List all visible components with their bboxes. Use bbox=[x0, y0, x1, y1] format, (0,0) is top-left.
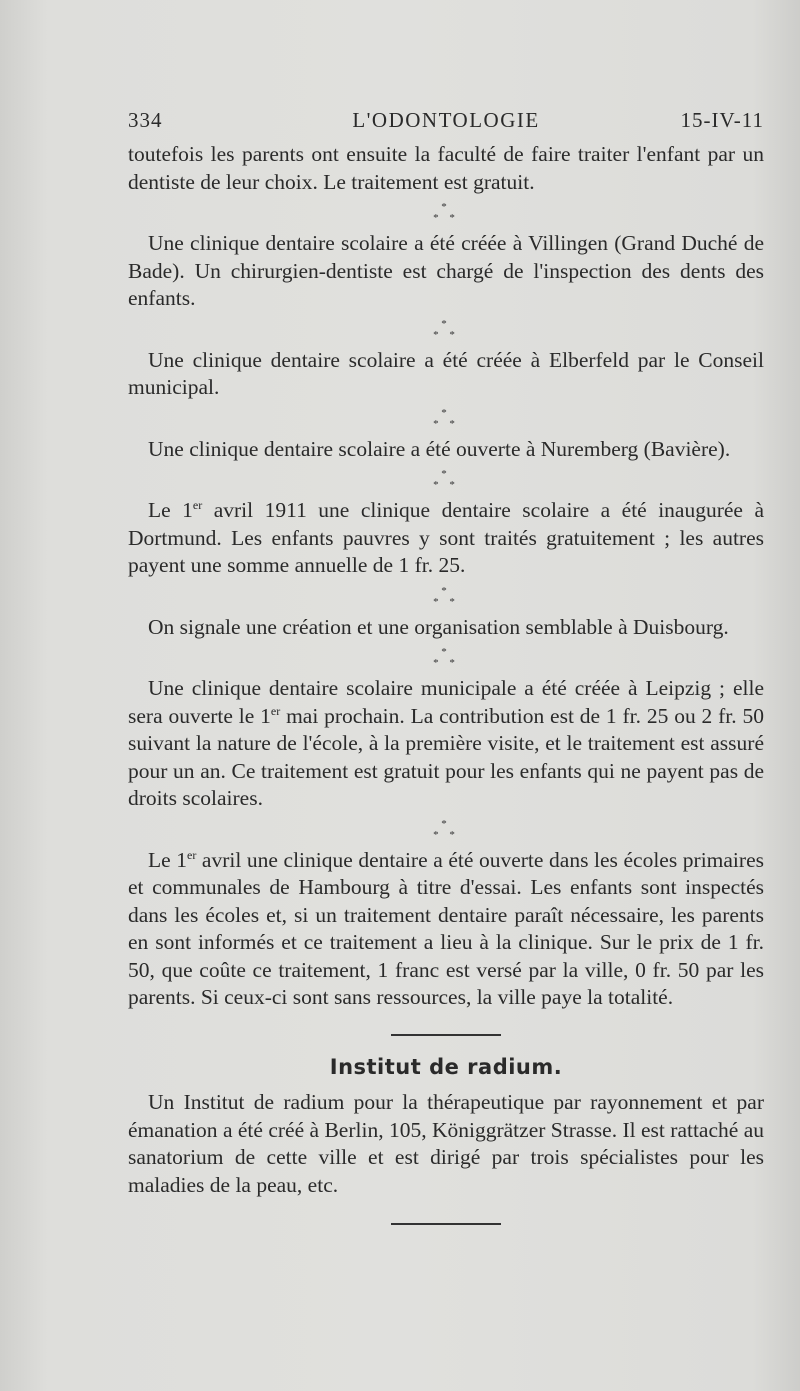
issue-date: 15-IV-11 bbox=[680, 108, 764, 132]
asterism-separator: * * * bbox=[433, 406, 459, 430]
body-text bbox=[128, 141, 764, 1225]
end-divider bbox=[391, 1223, 501, 1225]
paragraph-continued: toutefois les parents ont ensuite la faculté de faire traiter l'enfant par un dentiste de leur choix. Le traitement est gratuit. bbox=[128, 142, 764, 194]
section-heading: Institut de radium. bbox=[329, 1054, 563, 1079]
paragraph-nuremberg: Une clinique dentaire scolaire a été ouverte à Nuremberg (Bavière). bbox=[148, 436, 731, 461]
paragraph-leipzig: Une clinique dentaire scolaire municipale a été créée à Leipzig ; elle sera ouverte le 1er mai prochain. La contribution est de 1 fr. 25 ou 2 fr. 50 suivant la nature de l'école, à la première visite, et le traitement est assuré pour un an. Ce traitement est gratuit pour les enfants qui ne payent pas de droits scolaires. bbox=[128, 676, 764, 810]
asterism-separator: * * * bbox=[433, 201, 459, 224]
running-header bbox=[128, 108, 764, 138]
paragraph-radium: Un Institut de radium pour la thérapeutique par rayonnement et par émanation a été créé à Berlin, 105, Königgrätzer Strasse. Il est rattaché au sanatorium de cette ville et est dirigé par trois spécialistes pour les maladies de la peau, etc. bbox=[128, 1090, 764, 1197]
paragraph-hambourg: Le 1er avril une clinique dentaire a été ouverte dans les écoles primaires et communales de Hambourg à titre d'essai. Les enfants sont inspectés dans les écoles et, si un traitement dentaire paraît nécessaire, les parents en sont informés et ce traitement a lieu à la clinique. Sur le prix de 1 fr. 50, que coûte ce traitement, 1 franc est versé par la ville, 0 fr. 50 par les parents. Si ceux-ci sont sans ressources, la ville paye la totalité. bbox=[128, 847, 764, 1009]
asterism-separator: * * * bbox=[433, 646, 459, 669]
paragraph-villingen: Une clinique dentaire scolaire a été créée à Villingen (Grand Duché de Bade). Un chirurgien-dentiste est chargé de l'inspection des dents des enfants. bbox=[128, 231, 764, 310]
section-divider bbox=[391, 1034, 501, 1036]
asterism-separator: * * * bbox=[433, 317, 459, 341]
paragraph-elberfeld: Une clinique dentaire scolaire a été créée à Elberfeld par le Conseil municipal. bbox=[128, 347, 764, 399]
paragraph-duisbourg: On signale une création et une organisation semblable à Duisbourg. bbox=[148, 614, 729, 639]
asterism-separator: * * * bbox=[433, 468, 459, 491]
paragraph-dortmund: Le 1er avril 1911 une clinique dentaire scolaire a été inaugurée à Dortmund. Les enfants pauvres y sont traités gratuitement ; les autres payent une somme annuelle de 1 fr. 25. bbox=[128, 497, 764, 577]
asterism-separator: * * * bbox=[433, 817, 459, 841]
page-number: 334 bbox=[128, 108, 163, 132]
asterism-separator: * * * bbox=[433, 584, 459, 608]
running-title: L'ODONTOLOGIE bbox=[352, 108, 540, 132]
